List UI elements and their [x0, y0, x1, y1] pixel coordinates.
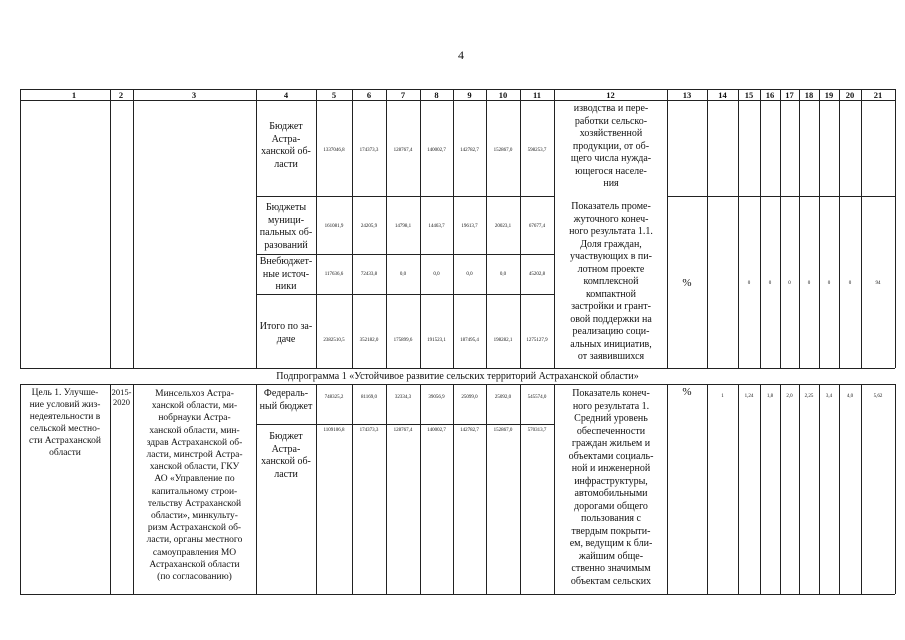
grid-vline — [316, 384, 317, 594]
block2-value: 25092,0 — [494, 395, 512, 400]
col-header-13: 13 — [682, 90, 692, 100]
grid-vline — [780, 384, 781, 594]
executors-text: Минсельхоз Астра- ханской области, ми- нобрнауки Астра- ханской области, мин- здрав Астраханской об- ласти, минстрой Астра- ханской области, ГКУ АО «Управление по капитальному строи- тельству Астраханской области», минкульту- ризм Астраханской об- ласти, органы местного самоуправления МО Астраханской области (по согласованию) — [146, 389, 243, 583]
grid-vline — [839, 89, 840, 368]
grid-vline — [110, 384, 111, 594]
budget-table — [20, 89, 895, 594]
block2-year-value: 5,62 — [873, 394, 883, 399]
block1-value: 20023,1 — [494, 224, 512, 229]
grid-vline — [420, 384, 421, 594]
block1-year-value: 0 — [768, 281, 772, 286]
grid-hline — [256, 294, 554, 295]
block1-value: 14463,7 — [428, 224, 445, 229]
grid-vline — [520, 384, 521, 594]
grid-hline — [256, 424, 554, 425]
grid-vline — [110, 89, 111, 368]
grid-vline — [386, 384, 387, 594]
block1-value: 117636,6 — [324, 272, 344, 277]
grid-vline — [780, 89, 781, 368]
block1-year-value: 94 — [875, 281, 881, 286]
block1-value: 598253,7 — [527, 148, 547, 153]
block1-value: 198282,1 — [493, 338, 513, 343]
col-header-14: 14 — [718, 90, 727, 100]
block1-year-value: 0 — [788, 281, 791, 286]
grid-hline — [20, 100, 895, 101]
funding-source-total: Итого по за- даче — [259, 321, 313, 345]
block1-value: 67677,4 — [528, 224, 546, 229]
grid-vline — [486, 384, 487, 594]
block2-value: 142782,7 — [460, 428, 479, 433]
col-header-4: 4 — [283, 90, 289, 100]
block2-year-value: 4,0 — [846, 394, 854, 399]
col-header-10: 10 — [498, 90, 508, 100]
col-header-16: 16 — [765, 90, 775, 100]
block2-value: 174373,3 — [359, 428, 379, 433]
block2-value: 545574,0 — [527, 395, 547, 400]
col-header-6: 6 — [366, 90, 372, 100]
block2-value: 140002,7 — [427, 428, 446, 433]
col-header-17: 17 — [785, 90, 794, 100]
grid-vline — [256, 384, 257, 594]
block2-year-value: 3,4 — [825, 394, 833, 399]
block2-value: 748325,2 — [324, 395, 344, 400]
subprogram-title: Подпрограмма 1 «Устойчивое развитие сельских территорий Астраханской области» — [276, 371, 639, 382]
block1-value: 175899,6 — [393, 338, 413, 343]
block1-value: 72433,8 — [360, 272, 378, 277]
grid-vline — [839, 384, 840, 594]
grid-vline — [760, 89, 761, 368]
indicator-1-1-text: Показатель проме- жуточного конеч- ного результата 1.1. Доля граждан, участвующих в пи- лотном проекте комплексной компактной застройки и грант- овой поддержки на реализацию соци- альных инициатив, от заявившихся — [569, 201, 653, 362]
grid-vline — [707, 384, 708, 594]
grid-vline — [799, 384, 800, 594]
col-header-8: 8 — [434, 90, 439, 100]
block1-value: 352182,0 — [359, 338, 379, 343]
col-header-2: 2 — [118, 90, 124, 100]
funding-source-regional-2: Бюджет Астра- ханской об- ласти — [261, 431, 311, 480]
block2-value: 152867,0 — [493, 428, 513, 433]
grid-vline — [895, 89, 896, 368]
col-header-9: 9 — [467, 90, 472, 100]
grid-vline — [352, 384, 353, 594]
block1-year-value: 0 — [747, 281, 751, 286]
block1-value: 14798,1 — [394, 224, 412, 229]
grid-hline — [20, 368, 895, 369]
block2-value: 1109106,8 — [323, 428, 345, 433]
block1-year-value: 0 — [827, 281, 831, 286]
block1-value: 187495,4 — [460, 338, 479, 343]
grid-vline — [738, 384, 739, 594]
block1-year-value: 0 — [848, 281, 852, 286]
block2-value: 81169,0 — [360, 395, 378, 400]
block2-year-value: 2,0 — [786, 394, 793, 399]
block1-value: 1337046,8 — [323, 148, 345, 153]
grid-vline — [799, 89, 800, 368]
grid-vline — [20, 89, 21, 368]
col-header-7: 7 — [400, 90, 406, 100]
block2-value: 128767,4 — [393, 428, 413, 433]
block2-year-value: 1,24 — [744, 394, 754, 399]
grid-vline — [667, 89, 668, 368]
grid-vline — [133, 89, 134, 368]
block2-value: 570313,7 — [527, 428, 547, 433]
col-header-11: 11 — [532, 90, 542, 100]
block2-value: 32334,3 — [394, 395, 412, 400]
block1-value: 2382510,5 — [323, 338, 345, 343]
block1-value: 142782,7 — [460, 148, 479, 153]
col-header-18: 18 — [804, 90, 814, 100]
grid-vline — [819, 384, 820, 594]
block2-year-value: 2,25 — [804, 394, 814, 399]
col-header-15: 15 — [744, 90, 754, 100]
block1-value: 1275127,9 — [526, 338, 548, 343]
grid-vline — [861, 384, 862, 594]
col-header-3: 3 — [191, 90, 197, 100]
funding-source-extrabudget: Внебюджет- ные источ- ники — [259, 256, 313, 292]
funding-source-municipal: Бюджеты муници- пальных об- разований — [259, 202, 313, 251]
col-header-1: 1 — [71, 90, 77, 100]
block1-value: 140002,7 — [427, 148, 446, 153]
block2-year-value: 1 — [721, 394, 724, 399]
block1-value: 0,0 — [466, 272, 473, 277]
funding-source-regional: Бюджет Астра- ханской об- ласти — [261, 121, 311, 170]
block1-value: 0,0 — [499, 272, 507, 277]
col-header-5: 5 — [331, 90, 337, 100]
grid-hline — [256, 196, 554, 197]
grid-hline — [20, 594, 895, 595]
block1-value: 174373,3 — [359, 148, 379, 153]
grid-vline — [760, 384, 761, 594]
block1-value: 161081,9 — [324, 224, 344, 229]
block1-value: 45202,8 — [528, 272, 546, 277]
block1-value: 19613,7 — [461, 224, 478, 229]
grid-vline — [453, 384, 454, 594]
grid-hline — [256, 254, 554, 255]
block2-value: 39056,9 — [428, 395, 445, 400]
indicator-top-text: изводства и пере- работки сельско- хозяйственной продукции, от об- щего числа нужда- ющегося населе- ния — [570, 103, 652, 189]
block2-unit: % — [682, 386, 692, 398]
block2-year-value: 1,8 — [766, 394, 774, 399]
grid-vline — [819, 89, 820, 368]
col-header-20: 20 — [845, 90, 855, 100]
grid-vline — [707, 89, 708, 368]
block2-value: 25099,0 — [461, 395, 478, 400]
block1-value: 0,0 — [399, 272, 407, 277]
grid-vline — [667, 384, 668, 594]
col-header-19: 19 — [824, 90, 834, 100]
funding-source-federal: Федераль- ный бюджет — [259, 388, 313, 412]
block1-year-value: 0 — [807, 281, 811, 286]
block1-value: 191523,1 — [427, 338, 446, 343]
goal-text: Цель 1. Улучше- ние условий жиз- недеятельности в сельской местно- сти Астраханской области — [28, 388, 101, 458]
grid-vline — [861, 89, 862, 368]
block1-value: 152867,0 — [493, 148, 513, 153]
grid-vline — [738, 89, 739, 368]
block1-value: 0,0 — [433, 272, 440, 277]
block1-value: 128767,4 — [393, 148, 413, 153]
grid-hline — [20, 89, 895, 90]
block1-unit: % — [682, 277, 692, 289]
grid-hline — [20, 384, 895, 385]
grid-vline — [895, 384, 896, 594]
col-header-21: 21 — [873, 90, 883, 100]
page-number: 4 — [458, 48, 464, 62]
indicator-1-text: Показатель конеч- ного результата 1. Средний уровень обеспеченности граждан жильем и объектами социаль- ной и инженерной инфраструктуры, автомобильными дорогами общего пользования с твердым покрыти- ем, ведущим к бли- жайшим обще- ственно значимым объектам сельских — [568, 388, 654, 587]
col-header-12: 12 — [606, 90, 615, 100]
block1-value: 24205,9 — [360, 224, 378, 229]
period-text: 2015- 2020 — [111, 387, 132, 407]
